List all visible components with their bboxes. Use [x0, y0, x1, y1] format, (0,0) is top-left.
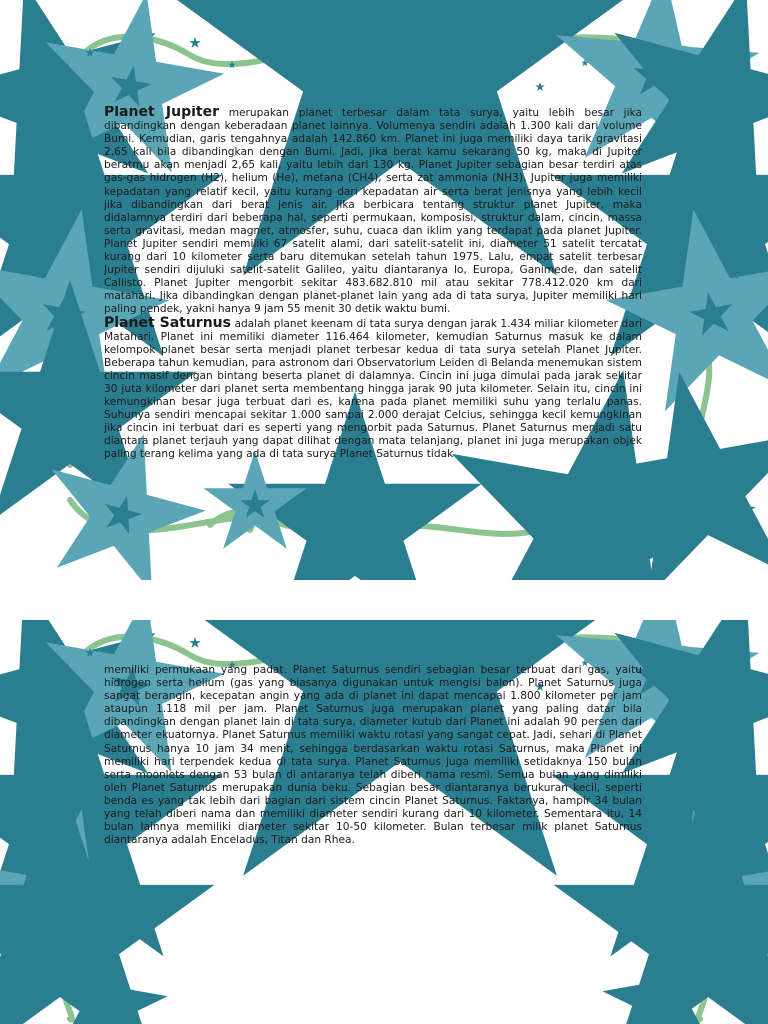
small-star-icon [535, 82, 545, 91]
star-icon [694, 297, 729, 331]
star-icon [114, 70, 147, 102]
saturnus-body: adalah planet keenam di tata surya dengan jarak 1.434 miliar kilometer dari Matahari. Planet ini memiliki diameter 116.464 kilometer, kemudian Saturnus masuk ke dalam kelompok planet besar serta menjadi planet terbesar kedua di tata surya setelah Planet Jupiter. Beberapa tahun kemudian, para astronom dari Observatorium Leiden di Belanda menemukan sistem cincin masif dengan bintang beserta planet di dalamnya. Cincin ini juga dimulai pada jarak sekitar 30 juta kilometer dari planet serta membentang hingga jarak 90 juta kilometer. Selain itu, cincin ini kemungkinan besar juga terbuat dari es, karena pada planet memiliki suhu yang terlalu panas. Suhunya sendiri mencapai sekitar 1.000 sampai 2.000 derajat Celcius, sehingga kecil kemungkinan jika cincin ini terbuat dari es seperti yang mengorbit pada Saturnus. Planet Saturnus menjadi satu diantara planet terjauh yang dapat dilihat dengan mata telanjang, planet ini juga merupakan objek paling terang kelima yang ada di tata surya Planet Saturnus tidak [104, 317, 642, 461]
jupiter-heading: Planet Jupiter [104, 106, 219, 120]
small-star-icon [189, 37, 200, 48]
star-icon [53, 395, 87, 428]
star-icon [652, 986, 678, 1011]
jupiter-paragraph [104, 106, 642, 317]
star-icon [41, 915, 79, 951]
jupiter-body: merupakan planet terbesar dalam tata surya, yaitu lebih besar jika dibandingkan dengan keberadaan planet lainnya. Volumenya sendiri adalah 1.300 kali dari volume Bumi. Kemudian, garis tengahnya adalah 142.860 km. Planet ini juga memiliki daya tarik gravitasi 2,65 kali bila dibandingkan dengan Bumi. Jadi, jika berat kamu sekarang 50 kg, maka di Jupiter beratmu akan menjadi 2,65 kali, yaitu lebih dari 130 kg. Planet Jupiter sebagian besar terdiri atas gas-gas hidrogen (H2), helium (He), metana (CH4), serta zat ammonia (NH3). Jupiter juga memiliki kepadatan yang relatif kecil, yaitu kurang dari kepadatan air serta berat jenisnya yang lebih kecil jika dibandingkan dari berat jenis air. Jika berbicara tentang struktur planet Jupiter, maka didalamnya terdiri dari beberapa hal, seperti permukaan, komposisi, struktur dalam, cincin, massa serta gravitasi, medan magnet, atmosfer, suhu, cuaca dan iklim yang terdapat pada planet Jupiter. Planet Jupiter sendiri memiliki 67 satelit alami, dari satelit-satelit ini, diameter 51 satelit tercatat kurang dari 10 kilometer serta baru ditemukan setelah tahun 1975. Lalu, empat satelit terbesar Jupiter sendiri dijuluki satelit-satelit Galileo, yaitu diantaranya Io, Europa, Ganimede, dan satelit Callisto. Planet Jupiter mengorbit sekitar 483.682.810 mil atau sekitar 778.412.020 km dari matahari. Jika dibandingkan dengan planet-planet lain yang ada di tata surya, Jupiter memiliki hari paling pendek, yakni hanya 9 jam 55 menit 30 detik waktu bumi. [104, 107, 642, 316]
page-2 [0, 620, 768, 1024]
star-icon [375, 34, 424, 81]
star-icon [689, 915, 727, 951]
saturnus-paragraph [104, 314, 642, 462]
star-icon [681, 470, 718, 506]
star-icon [92, 991, 118, 1016]
page-2-text [104, 664, 642, 847]
page-1-text [104, 106, 642, 516]
saturnus-continued-paragraph: memiliki permukaan yang padat. Planet Saturnus sendiri sebagian besar terbuat dari gas, yaitu hidrogen serta helium (gas yang biasanya digunakan untuk mengisi balon). Planet Saturnus juga sangat berangin, kecepatan angin yang ada di planet ini dapat mencapai 1.800 kilometer per jam ataupun 1.118 mil per jam. Planet Saturnus juga merupakan planet yang paling datar bila dibandingkan dengan planet lain di tata surya, diameter kutub dari Planet ini adalah 90 persen dari diameter ekuatornya. Planet Saturnus memiliki waktu rotasi yang sangat cepat. Jadi, sehari di Planet Saturnus hanya 10 jam 34 menit, sehingga berdasarkan waktu rotasi Saturnus, maka Planet ini memiliki hari terpendek kedua di tata surya. Planet Saturnus juga memiliki setidaknya 150 bulan serta moonlets dengan 53 bulan di antaranya telah diberi nama resmi. Semua bulan yang dimiliki oleh Planet Saturnus merupakan dunia beku. Sebagian besar diantaranya berukuran kecil, seperti benda es yang tak lebih dari bagian dari sistem cincin Planet Saturnus. Faktanya, hampir 34 bulan yang telah diberi nama dan memiliki diameter sendiri kurang dari 10 kilometer. Sementara itu, 14 bulan lainnya memiliki diameter sekitar 10-50 kilometer. Bulan terbesar milik planet Saturnus diantaranya adalah Enceladus, Titan dan Rhea. [104, 664, 642, 847]
small-star-icon [189, 637, 200, 648]
saturnus-heading: Planet Saturnus [104, 314, 231, 331]
